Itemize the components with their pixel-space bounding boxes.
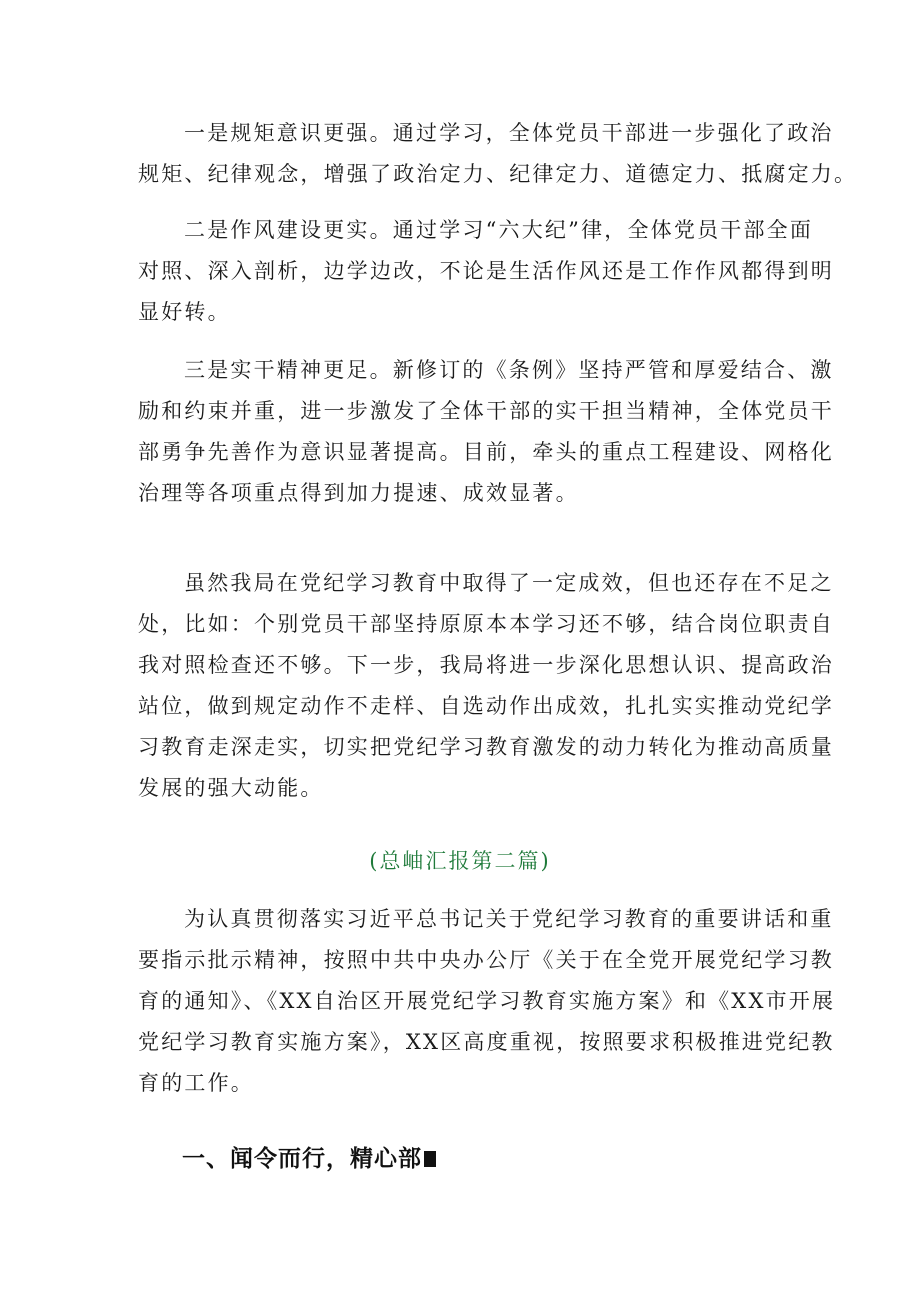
paragraph-shortcomings bbox=[138, 563, 834, 809]
paragraph-practical-spirit bbox=[138, 350, 834, 514]
paragraph-line: 党纪学习教育实施方案》，XX区高度重视，按照要求积极推进党纪教 bbox=[138, 1030, 835, 1054]
paragraph-line: 显好转。 bbox=[138, 300, 231, 324]
paragraph-line: 习教育走深走实，切实把党纪学习教育激发的动力转化为推动高质量 bbox=[138, 735, 834, 759]
paragraph-line: 我对照检查还不够。下一步，我局将进一步深化思想认识、提高政治 bbox=[138, 653, 834, 677]
paragraph-introduction bbox=[138, 899, 836, 1104]
paragraph-line: 三是实干精神更足。新修订的《条例》坚持严管和厚爱结合、激 bbox=[184, 358, 834, 382]
paragraph-line: 对照、深入剖析，边学边改，不论是生活作风还是工作作风都得到明 bbox=[138, 259, 834, 283]
section-heading-text: 一、闻令而行，精心部 bbox=[182, 1146, 422, 1172]
section-subtitle: (总岫汇报第二篇) bbox=[369, 849, 551, 873]
square-mark-icon bbox=[424, 1151, 436, 1167]
paragraph-line: 育的工作。 bbox=[138, 1071, 254, 1095]
paragraph-line: 治理等各项重点得到加力提速、成效显著。 bbox=[138, 481, 579, 505]
paragraph-line: 规矩、纪律观念，增强了政治定力、纪律定力、道德定力、抵腐定力。 bbox=[138, 162, 858, 186]
paragraph-line: 育的通知》、《XX自治区开展党纪学习教育实施方案》和《XX市开展 bbox=[138, 989, 836, 1013]
paragraph-political-rules bbox=[138, 113, 858, 195]
paragraph-line: 处，比如：个别党员干部坚持原原本本学习还不够，结合岗位职责自 bbox=[138, 612, 834, 636]
paragraph-line: 二是作风建设更实。通过学习“六大纪”律，全体党员干部全面 bbox=[184, 218, 814, 242]
paragraph-line: 虽然我局在党纪学习教育中取得了一定成效，但也还存在不足之 bbox=[184, 571, 834, 595]
paragraph-line: 站位，做到规定动作不走样、自选动作出成效，扎扎实实推动党纪学 bbox=[138, 694, 834, 718]
paragraph-line: 要指示批示精神，按照中共中央办公厅《关于在全党开展党纪学习教 bbox=[138, 948, 834, 972]
paragraph-line: 励和约束并重，进一步激发了全体干部的实干担当精神，全体党员干 bbox=[138, 399, 834, 423]
paragraph-line: 部勇争先善作为意识显著提高。目前，牵头的重点工程建设、网格化 bbox=[138, 440, 834, 464]
paragraph-line: 发展的强大动能。 bbox=[138, 776, 324, 800]
paragraph-work-style bbox=[138, 210, 834, 333]
paragraph-line: 为认真贯彻落实习近平总书记关于党纪学习教育的重要讲话和重 bbox=[184, 907, 834, 931]
section-heading bbox=[182, 1140, 436, 1173]
paragraph-line: 一是规矩意识更强。通过学习，全体党员干部进一步强化了政治 bbox=[184, 121, 834, 145]
